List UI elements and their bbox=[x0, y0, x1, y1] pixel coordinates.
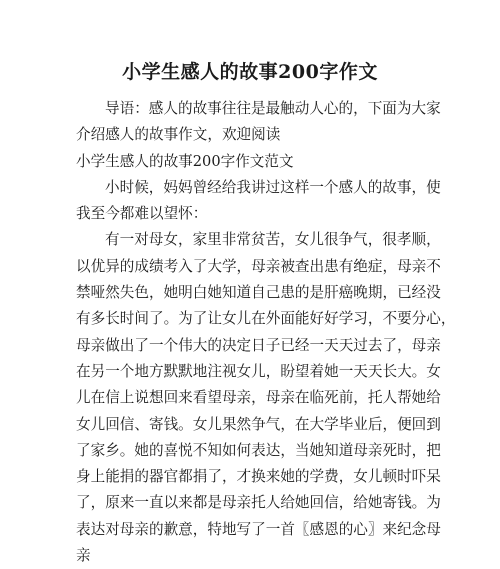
paragraph-2-line-10: 身上能捐的器官都捐了，才换来她的学费，女儿顿时吓呆 bbox=[76, 468, 441, 486]
paragraph-2-line-6: 在另一个地方默默地注视女儿，盼望着她一天天长大。女 bbox=[76, 362, 441, 380]
paragraph-1-line-2: 我至今都难以望怀： bbox=[76, 205, 208, 223]
paragraph-2-line-5: 母亲做出了一个伟大的决定日子已经一天天过去了，母亲 bbox=[76, 336, 441, 354]
paragraph-2-line-7: 儿在信上说想回来看望母亲，母亲在临死前，托人帮她给 bbox=[76, 389, 441, 407]
intro-line-1: 导语：感人的故事往往是最触动人心的，下面为大家 bbox=[105, 100, 441, 117]
document-body bbox=[76, 96, 456, 569]
paragraph-2-line-8: 女儿回信、寄钱。女儿果然争气，在大学毕业后，便回到 bbox=[76, 415, 441, 433]
paragraph-2-line-9: 了家乡。她的喜悦不知如何表达，当她知道母亲死时，把 bbox=[76, 441, 441, 459]
document-title: 小学生感人的故事200字作文 bbox=[122, 61, 378, 83]
paragraph-1-line-1: 小时候，妈妈曾经给我讲过这样一个感人的故事，使 bbox=[105, 178, 441, 196]
paragraph-2-line-1: 有一对母女，家里非常贫苦，女儿很争气，很孝顺， bbox=[105, 231, 441, 249]
paragraph-2-line-4: 有多长时间了。为了让女儿在外面能好好学习，不要分心， bbox=[76, 310, 456, 328]
paragraph-2-line-12: 表达对母亲的歉意，特地写了一首〖感恩的心〗来纪念母 bbox=[76, 520, 441, 538]
paragraph-2-line-2: 以优异的成绩考入了大学，母亲被查出患有绝症，母亲不 bbox=[76, 257, 441, 275]
paragraph-2-line-11: 了，原来一直以来都是母亲托人给她回信，给她寄钱。为 bbox=[76, 494, 441, 512]
paragraph-2-line-13: 亲 bbox=[76, 547, 91, 565]
section-heading: 小学生感人的故事200字作文范文 bbox=[76, 152, 294, 170]
paragraph-2-line-3: 禁哑然失色，她明白她知道自己患的是肝癌晚期，已经没 bbox=[76, 284, 441, 302]
intro-line-2: 介绍感人的故事作文，欢迎阅读 bbox=[76, 126, 281, 144]
